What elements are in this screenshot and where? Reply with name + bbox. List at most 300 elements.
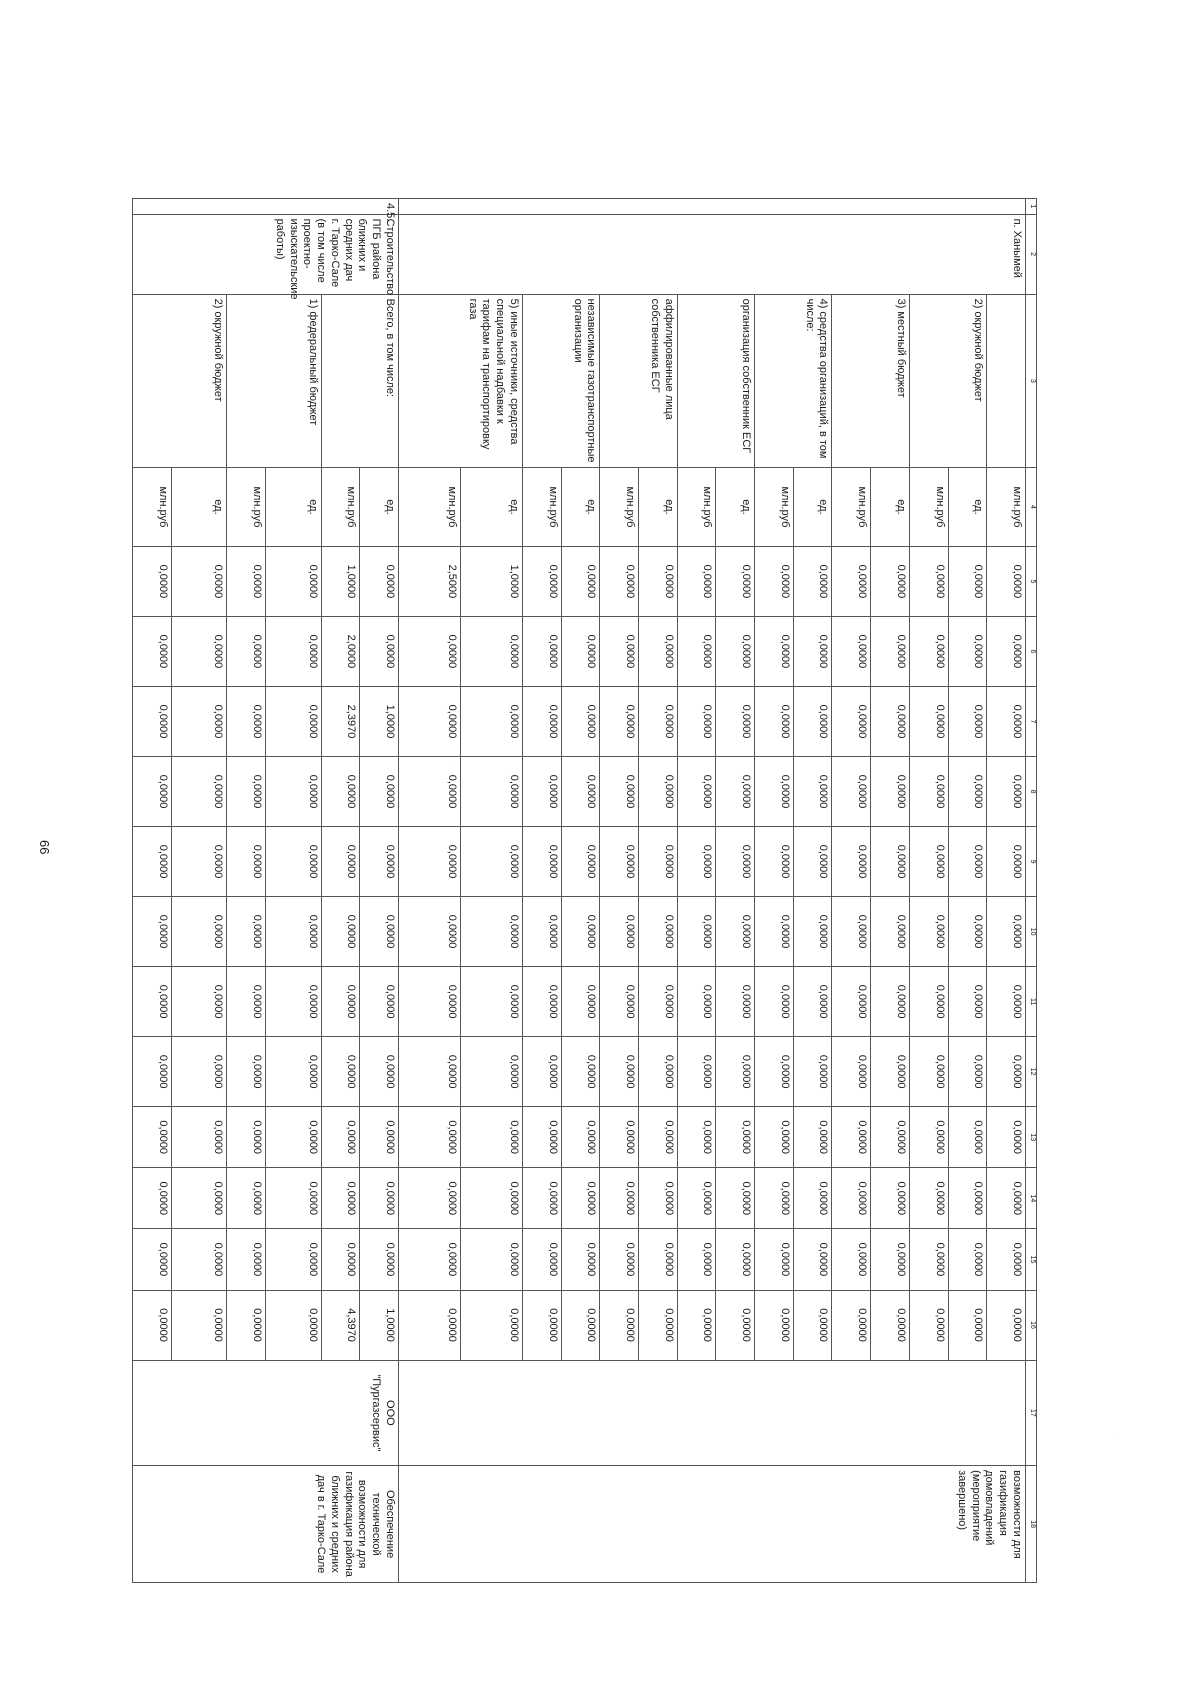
value-cell: 0,0000	[321, 827, 360, 897]
value-cell: 0,0000	[677, 1290, 716, 1360]
value-cell: 0,0000	[638, 1037, 677, 1107]
header-cell: 11	[1026, 967, 1037, 1037]
value-cell: 0,0000	[171, 1107, 226, 1168]
value-cell: 0,0000	[522, 546, 561, 616]
value-cell: 0,0000	[321, 1168, 360, 1229]
value-cell: 4,3970	[321, 1290, 360, 1360]
value-cell: 0,0000	[133, 1229, 172, 1290]
value-cell: 0,0000	[266, 1229, 321, 1290]
value-cell: 0,0000	[909, 1037, 948, 1107]
value-cell: 0,0000	[987, 686, 1026, 756]
value-cell: 0,0000	[227, 967, 266, 1037]
value-cell: 0,0000	[600, 1290, 639, 1360]
object-name-cell: Строительство ПГБ района ближних и средних дач г. Тарко-Сале (в том числе проектно-изыскательские работы)	[133, 214, 399, 294]
value-cell: 0,0000	[398, 827, 460, 897]
value-cell: 0,0000	[360, 967, 399, 1037]
value-cell: 0,0000	[871, 1168, 910, 1229]
value-cell: 0,0000	[266, 546, 321, 616]
value-cell: 0,0000	[460, 967, 522, 1037]
value-cell: 0,0000	[561, 1290, 600, 1360]
value-cell: 0,0000	[227, 616, 266, 686]
value-cell: 0,0000	[909, 1107, 948, 1168]
value-cell: 0,0000	[600, 827, 639, 897]
value-cell: 0,0000	[677, 757, 716, 827]
value-cell: 0,0000	[321, 757, 360, 827]
value-cell: 0,0000	[948, 827, 987, 897]
value-cell: 0,0000	[871, 686, 910, 756]
value-cell: 0,0000	[638, 757, 677, 827]
source-cell: 1) федеральный бюджет	[227, 294, 321, 467]
value-cell: 0,0000	[716, 686, 755, 756]
value-cell: 0,0000	[871, 967, 910, 1037]
value-cell: 0,0000	[909, 897, 948, 967]
value-cell: 0,0000	[561, 1107, 600, 1168]
value-cell: 0,0000	[133, 1037, 172, 1107]
value-cell: 0,0000	[716, 897, 755, 967]
source-cell	[987, 294, 1026, 467]
value-cell: 0,0000	[987, 616, 1026, 686]
value-cell: 0,0000	[561, 897, 600, 967]
header-cell: 6	[1026, 616, 1037, 686]
value-cell: 0,0000	[677, 897, 716, 967]
value-cell: 0,0000	[398, 1168, 460, 1229]
value-cell: 0,0000	[600, 1229, 639, 1290]
header-cell: 3	[1026, 294, 1037, 467]
value-cell: 0,0000	[677, 686, 716, 756]
value-cell: 0,0000	[638, 827, 677, 897]
value-cell: 0,0000	[227, 897, 266, 967]
value-cell: 0,0000	[398, 1290, 460, 1360]
value-cell: 0,0000	[987, 1107, 1026, 1168]
value-cell: 0,0000	[871, 616, 910, 686]
value-cell: 0,0000	[522, 1107, 561, 1168]
value-cell: 0,0000	[360, 546, 399, 616]
value-cell: 0,0000	[793, 1037, 832, 1107]
value-cell: 0,0000	[755, 1229, 794, 1290]
value-cell: 0,0000	[133, 616, 172, 686]
value-cell: 0,0000	[460, 1037, 522, 1107]
value-cell: 0,0000	[871, 1037, 910, 1107]
header-row	[1026, 199, 1037, 1583]
value-cell: 0,0000	[677, 1037, 716, 1107]
header-cell: 8	[1026, 757, 1037, 827]
value-cell: 0,0000	[677, 827, 716, 897]
value-cell: 0,0000	[987, 967, 1026, 1037]
header-cell: 14	[1026, 1168, 1037, 1229]
note-cell: возможности для газификация домовладений (мероприятие завершено)	[398, 1466, 1025, 1583]
header-cell: 17	[1026, 1360, 1037, 1466]
value-cell: 0,0000	[793, 1290, 832, 1360]
header-cell: 18	[1026, 1466, 1037, 1583]
value-cell: 0,0000	[793, 827, 832, 897]
value-cell: 0,0000	[561, 967, 600, 1037]
value-cell: 0,0000	[755, 616, 794, 686]
value-cell: 0,0000	[133, 1107, 172, 1168]
value-cell: 0,0000	[716, 546, 755, 616]
unit-cell: ед.	[871, 468, 910, 547]
value-cell: 0,0000	[133, 1290, 172, 1360]
value-cell: 0,0000	[755, 967, 794, 1037]
unit-cell: млн.руб	[227, 468, 266, 547]
header-cell: 13	[1026, 1107, 1037, 1168]
value-cell: 0,0000	[171, 546, 226, 616]
value-cell: 0,0000	[460, 757, 522, 827]
value-cell: 0,0000	[793, 616, 832, 686]
unit-cell: ед.	[716, 468, 755, 547]
value-cell: 0,0000	[398, 1037, 460, 1107]
value-cell: 0,0000	[266, 897, 321, 967]
value-cell: 0,0000	[871, 1107, 910, 1168]
value-cell: 0,0000	[909, 1229, 948, 1290]
value-cell: 0,0000	[871, 757, 910, 827]
value-cell: 0,0000	[987, 546, 1026, 616]
value-cell: 2,3970	[321, 686, 360, 756]
value-cell: 0,0000	[793, 1107, 832, 1168]
header-cell: 12	[1026, 1037, 1037, 1107]
value-cell: 0,0000	[716, 1107, 755, 1168]
value-cell: 0,0000	[638, 1107, 677, 1168]
value-cell: 0,0000	[398, 686, 460, 756]
value-cell: 0,0000	[677, 1168, 716, 1229]
unit-cell: млн.руб	[987, 468, 1026, 547]
value-cell: 0,0000	[321, 1229, 360, 1290]
value-cell: 0,0000	[561, 616, 600, 686]
value-cell: 0,0000	[227, 827, 266, 897]
value-cell: 1,0000	[360, 686, 399, 756]
value-cell: 0,0000	[832, 1107, 871, 1168]
value-cell: 2,5000	[398, 546, 460, 616]
value-cell: 0,0000	[133, 546, 172, 616]
source-cell: Всего, в том числе:	[321, 294, 398, 467]
table-row	[360, 199, 399, 1583]
value-cell: 0,0000	[266, 1037, 321, 1107]
value-cell: 0,0000	[638, 897, 677, 967]
value-cell: 0,0000	[171, 827, 226, 897]
value-cell: 0,0000	[522, 1037, 561, 1107]
value-cell: 0,0000	[460, 1290, 522, 1360]
value-cell: 0,0000	[360, 757, 399, 827]
value-cell: 0,0000	[561, 1168, 600, 1229]
value-cell: 0,0000	[948, 1168, 987, 1229]
value-cell: 0,0000	[793, 546, 832, 616]
value-cell: 0,0000	[522, 1168, 561, 1229]
value-cell: 0,0000	[909, 827, 948, 897]
unit-cell: ед.	[360, 468, 399, 547]
value-cell: 0,0000	[755, 1107, 794, 1168]
header-cell: 7	[1026, 686, 1037, 756]
value-cell: 0,0000	[948, 616, 987, 686]
table-row	[987, 199, 1026, 1583]
executor-cell: ООО "Пургазсервис"	[133, 1360, 399, 1466]
value-cell: 0,0000	[871, 546, 910, 616]
value-cell: 0,0000	[171, 1168, 226, 1229]
value-cell: 0,0000	[638, 1229, 677, 1290]
value-cell: 1,0000	[460, 546, 522, 616]
source-cell: 3) местный бюджет	[832, 294, 909, 467]
value-cell: 0,0000	[398, 757, 460, 827]
value-cell: 0,0000	[522, 1229, 561, 1290]
value-cell: 0,0000	[793, 897, 832, 967]
header-cell: 4	[1026, 468, 1037, 547]
value-cell: 0,0000	[227, 1229, 266, 1290]
unit-cell: млн.руб	[321, 468, 360, 547]
value-cell: 0,0000	[948, 686, 987, 756]
note-cell: Обеспечение технической возможности для газификация района ближних и средних дач в г. Тарко-Сале	[133, 1466, 399, 1583]
rotated-table-container	[132, 198, 1037, 1583]
value-cell: 0,0000	[638, 1290, 677, 1360]
value-cell: 0,0000	[133, 686, 172, 756]
value-cell: 0,0000	[832, 616, 871, 686]
value-cell: 0,0000	[600, 967, 639, 1037]
value-cell: 0,0000	[909, 1290, 948, 1360]
value-cell: 0,0000	[832, 827, 871, 897]
value-cell: 0,0000	[677, 546, 716, 616]
source-cell: 4) средства организаций, в том числе:	[755, 294, 832, 467]
value-cell: 0,0000	[716, 827, 755, 897]
value-cell: 0,0000	[522, 967, 561, 1037]
value-cell: 0,0000	[360, 616, 399, 686]
value-cell: 0,0000	[266, 967, 321, 1037]
value-cell: 0,0000	[832, 546, 871, 616]
value-cell: 0,0000	[793, 686, 832, 756]
value-cell: 0,0000	[948, 897, 987, 967]
header-cell: 15	[1026, 1229, 1037, 1290]
value-cell: 0,0000	[227, 1168, 266, 1229]
value-cell: 0,0000	[600, 546, 639, 616]
source-cell: независимые газотранспортные организации	[522, 294, 599, 467]
row-number-cell	[398, 199, 1025, 215]
value-cell: 0,0000	[832, 967, 871, 1037]
unit-cell: млн.руб	[755, 468, 794, 547]
value-cell: 0,0000	[561, 686, 600, 756]
value-cell: 0,0000	[987, 1037, 1026, 1107]
value-cell: 0,0000	[522, 616, 561, 686]
value-cell: 0,0000	[561, 827, 600, 897]
value-cell: 0,0000	[600, 1037, 639, 1107]
value-cell: 0,0000	[948, 1037, 987, 1107]
header-cell: 9	[1026, 827, 1037, 897]
value-cell: 0,0000	[948, 967, 987, 1037]
value-cell: 0,0000	[460, 827, 522, 897]
value-cell: 0,0000	[227, 757, 266, 827]
value-cell: 0,0000	[460, 686, 522, 756]
value-cell: 0,0000	[716, 967, 755, 1037]
value-cell: 0,0000	[677, 616, 716, 686]
value-cell: 0,0000	[360, 827, 399, 897]
value-cell: 0,0000	[360, 1037, 399, 1107]
value-cell: 2,0000	[321, 616, 360, 686]
value-cell: 0,0000	[793, 1229, 832, 1290]
value-cell: 0,0000	[460, 1229, 522, 1290]
value-cell: 0,0000	[266, 1168, 321, 1229]
header-cell: 2	[1026, 214, 1037, 294]
unit-cell: млн.руб	[832, 468, 871, 547]
header-cell: 16	[1026, 1290, 1037, 1360]
value-cell: 0,0000	[171, 897, 226, 967]
value-cell: 0,0000	[638, 546, 677, 616]
value-cell: 0,0000	[987, 897, 1026, 967]
value-cell: 0,0000	[398, 967, 460, 1037]
executor-cell	[398, 1360, 1025, 1466]
value-cell: 0,0000	[987, 757, 1026, 827]
value-cell: 0,0000	[398, 616, 460, 686]
value-cell: 0,0000	[360, 897, 399, 967]
value-cell: 0,0000	[600, 616, 639, 686]
value-cell: 0,0000	[755, 757, 794, 827]
value-cell: 0,0000	[832, 1290, 871, 1360]
scan-speck: ·	[452, 760, 454, 765]
value-cell: 0,0000	[460, 897, 522, 967]
value-cell: 0,0000	[266, 757, 321, 827]
value-cell: 0,0000	[600, 1107, 639, 1168]
value-cell: 0,0000	[522, 686, 561, 756]
value-cell: 0,0000	[227, 1037, 266, 1107]
value-cell: 0,0000	[716, 1037, 755, 1107]
value-cell: 0,0000	[171, 1290, 226, 1360]
header-cell: 5	[1026, 546, 1037, 616]
value-cell: 0,0000	[266, 1290, 321, 1360]
value-cell: 0,0000	[522, 1290, 561, 1360]
value-cell: 1,0000	[321, 546, 360, 616]
value-cell: 0,0000	[909, 967, 948, 1037]
value-cell: 0,0000	[948, 757, 987, 827]
value-cell: 0,0000	[133, 757, 172, 827]
unit-cell: ед.	[638, 468, 677, 547]
value-cell: 0,0000	[677, 1229, 716, 1290]
value-cell: 0,0000	[266, 616, 321, 686]
value-cell: 0,0000	[460, 1107, 522, 1168]
value-cell: 0,0000	[832, 1229, 871, 1290]
value-cell: 0,0000	[755, 827, 794, 897]
unit-cell: ед.	[793, 468, 832, 547]
source-cell: 5) иные источники, средства специальной надбавки к тарифам на транспортировку газа	[398, 294, 522, 467]
scan-speck: ·	[1115, 1432, 1117, 1437]
value-cell: 0,0000	[133, 1168, 172, 1229]
unit-cell: ед.	[171, 468, 226, 547]
value-cell: 0,0000	[948, 1107, 987, 1168]
value-cell: 0,0000	[832, 757, 871, 827]
value-cell: 0,0000	[171, 1037, 226, 1107]
value-cell: 0,0000	[716, 1229, 755, 1290]
value-cell: 0,0000	[793, 967, 832, 1037]
value-cell: 0,0000	[266, 686, 321, 756]
value-cell: 0,0000	[909, 757, 948, 827]
value-cell: 0,0000	[133, 827, 172, 897]
unit-cell: млн.руб	[600, 468, 639, 547]
value-cell: 0,0000	[398, 1107, 460, 1168]
value-cell: 0,0000	[755, 897, 794, 967]
value-cell: 0,0000	[716, 757, 755, 827]
value-cell: 0,0000	[716, 616, 755, 686]
unit-cell: млн.руб	[677, 468, 716, 547]
value-cell: 0,0000	[677, 1107, 716, 1168]
value-cell: 0,0000	[755, 546, 794, 616]
value-cell: 0,0000	[755, 1037, 794, 1107]
value-cell: 0,0000	[460, 616, 522, 686]
unit-cell: ед.	[266, 468, 321, 547]
value-cell: 0,0000	[600, 686, 639, 756]
value-cell: 0,0000	[522, 757, 561, 827]
value-cell: 0,0000	[398, 897, 460, 967]
value-cell: 0,0000	[987, 1229, 1026, 1290]
value-cell: 0,0000	[171, 616, 226, 686]
value-cell: 0,0000	[321, 897, 360, 967]
value-cell: 0,0000	[600, 897, 639, 967]
value-cell: 0,0000	[266, 1107, 321, 1168]
source-cell: организация собственник ЕСГ	[677, 294, 754, 467]
value-cell: 0,0000	[321, 967, 360, 1037]
value-cell: 0,0000	[909, 616, 948, 686]
value-cell: 0,0000	[909, 1168, 948, 1229]
value-cell: 0,0000	[755, 1168, 794, 1229]
value-cell: 0,0000	[638, 967, 677, 1037]
value-cell: 0,0000	[987, 827, 1026, 897]
value-cell: 0,0000	[522, 897, 561, 967]
value-cell: 0,0000	[948, 1229, 987, 1290]
value-cell: 0,0000	[909, 546, 948, 616]
value-cell: 0,0000	[832, 1037, 871, 1107]
value-cell: 0,0000	[948, 546, 987, 616]
unit-cell: млн.руб	[909, 468, 948, 547]
object-name-cell: п. Ханымей	[398, 214, 1025, 294]
value-cell: 0,0000	[398, 1229, 460, 1290]
value-cell: 0,0000	[871, 1229, 910, 1290]
value-cell: 0,0000	[755, 686, 794, 756]
value-cell: 0,0000	[171, 967, 226, 1037]
source-cell: аффилированные лица собственника ЕСГ	[600, 294, 677, 467]
value-cell: 0,0000	[793, 1168, 832, 1229]
value-cell: 0,0000	[360, 1229, 399, 1290]
value-cell: 0,0000	[638, 616, 677, 686]
header-cell: 1	[1026, 199, 1037, 215]
value-cell: 0,0000	[832, 897, 871, 967]
value-cell: 0,0000	[755, 1290, 794, 1360]
value-cell: 0,0000	[638, 1168, 677, 1229]
value-cell: 0,0000	[871, 897, 910, 967]
value-cell: 0,0000	[321, 1107, 360, 1168]
value-cell: 0,0000	[716, 1290, 755, 1360]
header-cell: 10	[1026, 897, 1037, 967]
value-cell: 0,0000	[638, 686, 677, 756]
row-number-cell: 4.5.	[133, 199, 399, 215]
page-number: 66	[37, 840, 52, 855]
value-cell: 0,0000	[171, 1229, 226, 1290]
value-cell: 0,0000	[171, 757, 226, 827]
value-cell: 0,0000	[716, 1168, 755, 1229]
unit-cell: ед.	[460, 468, 522, 547]
value-cell: 0,0000	[909, 686, 948, 756]
value-cell: 0,0000	[227, 686, 266, 756]
value-cell: 0,0000	[561, 1037, 600, 1107]
value-cell: 0,0000	[600, 757, 639, 827]
value-cell: 0,0000	[171, 686, 226, 756]
unit-cell: ед.	[561, 468, 600, 547]
value-cell: 0,0000	[522, 827, 561, 897]
value-cell: 0,0000	[561, 757, 600, 827]
value-cell: 0,0000	[832, 686, 871, 756]
gasification-table	[132, 198, 1037, 1583]
unit-cell: ед.	[948, 468, 987, 547]
value-cell: 0,0000	[227, 1107, 266, 1168]
value-cell: 0,0000	[871, 827, 910, 897]
value-cell: 0,0000	[133, 897, 172, 967]
value-cell: 0,0000	[360, 1168, 399, 1229]
value-cell: 0,0000	[460, 1168, 522, 1229]
value-cell: 0,0000	[793, 757, 832, 827]
value-cell: 0,0000	[266, 827, 321, 897]
value-cell: 0,0000	[360, 1107, 399, 1168]
value-cell: 0,0000	[948, 1290, 987, 1360]
